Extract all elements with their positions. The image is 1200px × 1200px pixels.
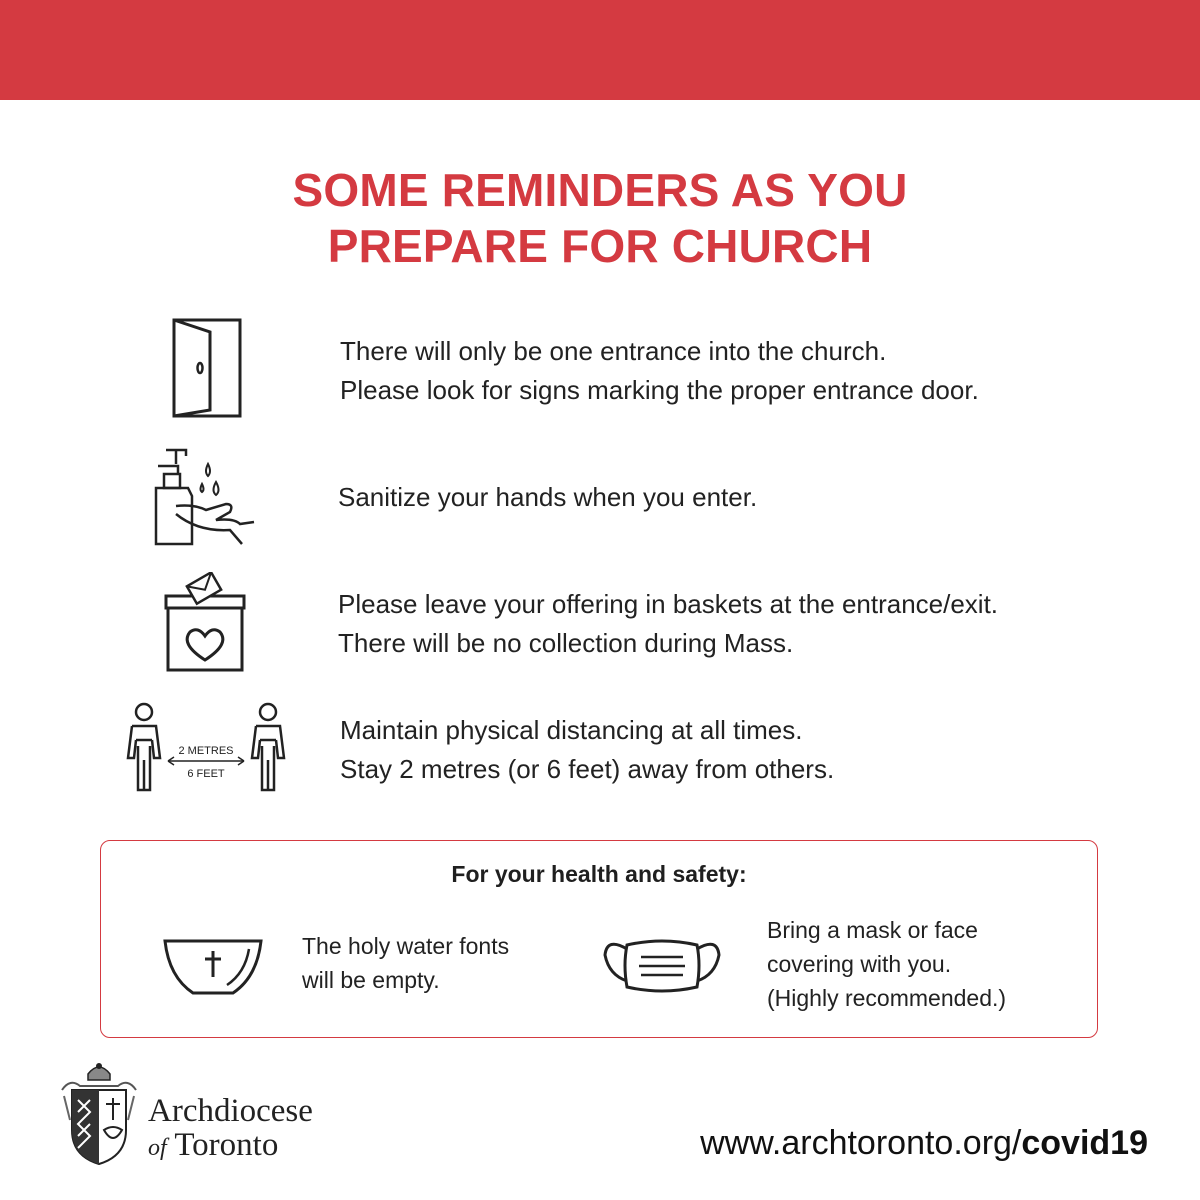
page-title: [0, 162, 1200, 274]
archdiocese-logo-text: Archdiocese of Toronto: [148, 1093, 313, 1163]
distance-feet-label: 6 FEET: [187, 768, 225, 780]
title-line-1: SOME REMINDERS AS YOU: [292, 164, 908, 216]
donation-box-icon: [160, 572, 250, 674]
holy-water-font-icon: [161, 937, 265, 999]
face-mask-icon: [603, 935, 721, 997]
archdiocese-crest-icon: [60, 1060, 138, 1168]
holy-water-text: The holy water fonts will be empty.: [302, 933, 510, 993]
reminder-offering-text: Please leave your offering in baskets at the entrance/exit. There will be no collection during Mass.: [338, 589, 999, 658]
reminder-entrance-text: There will only be one entrance into the church. Please look for signs marking the proper entrance door.: [340, 336, 979, 405]
website-url[interactable]: www.archtoronto.org/covid19: [700, 1124, 1148, 1162]
hand-sanitizer-icon: [150, 444, 258, 550]
top-banner: [0, 0, 1200, 100]
title-line-2: PREPARE FOR CHURCH: [327, 220, 873, 272]
reminder-sanitize-text: Sanitize your hands when you enter.: [338, 482, 758, 512]
distance-metres-label: 2 METRES: [178, 745, 234, 757]
door-icon: [170, 318, 244, 420]
reminder-distancing-text: Maintain physical distancing at all times. Stay 2 metres (or 6 feet) away from others.: [340, 715, 835, 784]
safety-box: [100, 840, 1098, 1038]
safety-title: For your health and safety:: [451, 861, 747, 887]
mask-text: Bring a mask or face covering with you. (Highly recommended.): [767, 917, 1007, 1011]
physical-distancing-icon: [118, 700, 294, 796]
